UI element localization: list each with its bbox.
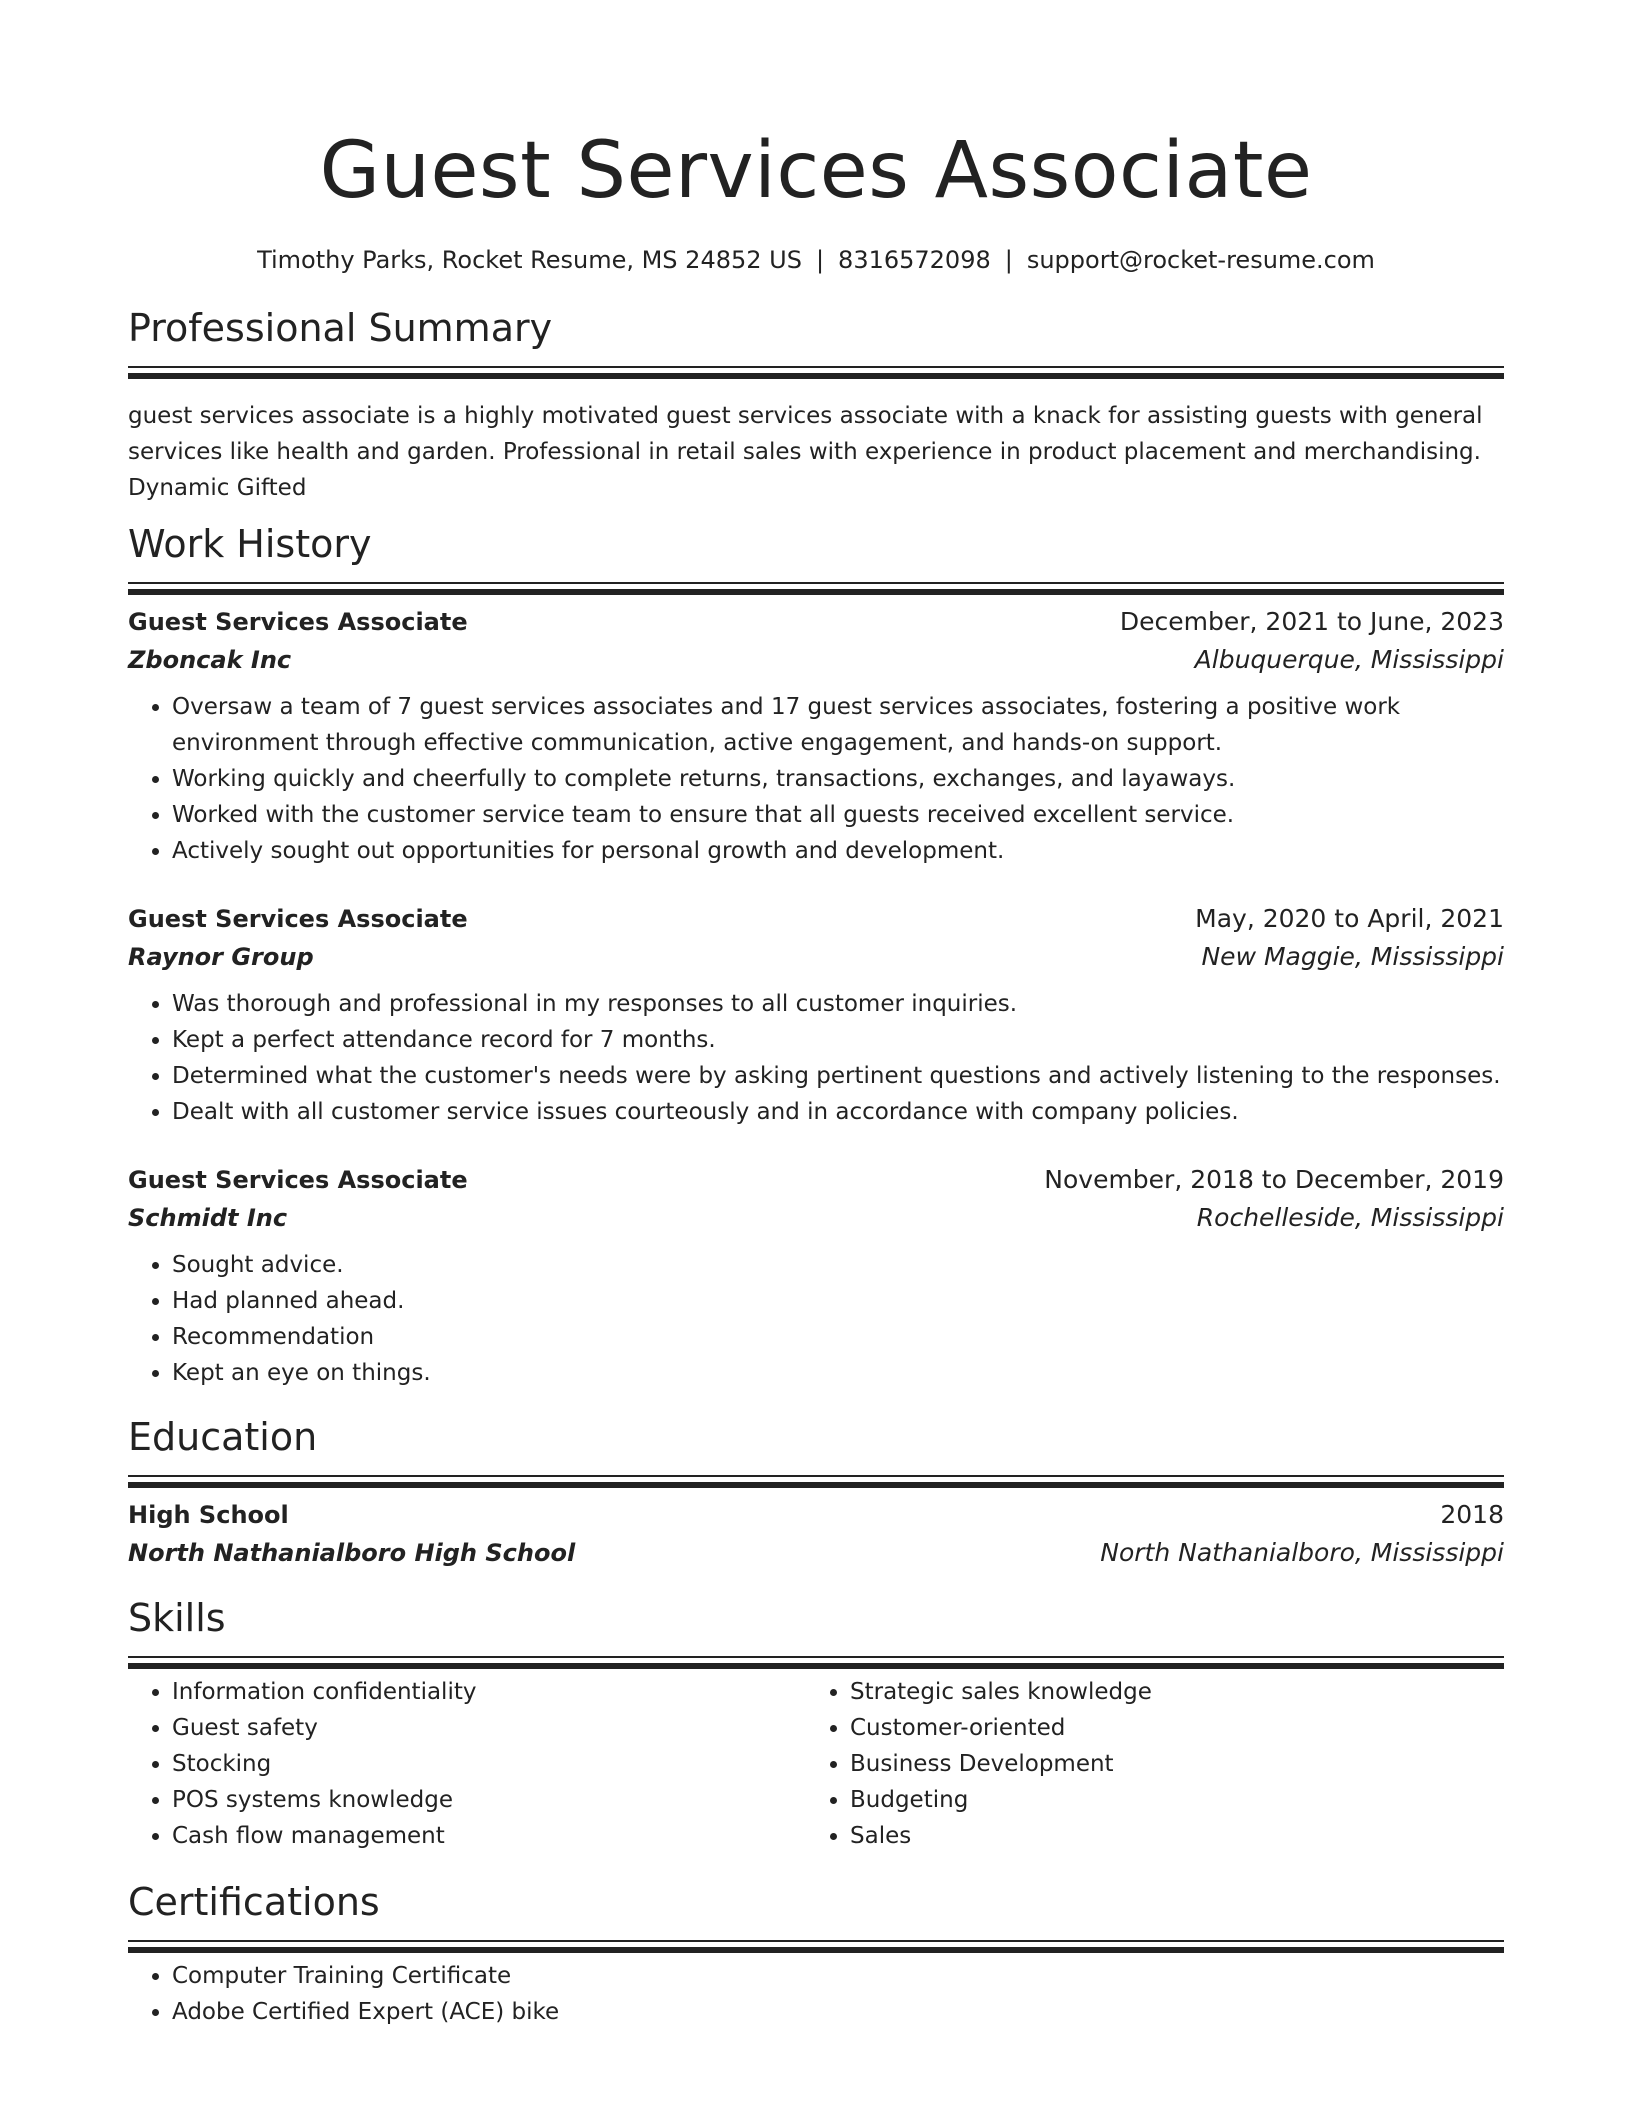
education-location: North Nathanialboro, Mississippi: [1100, 1538, 1504, 1567]
job-dates: December, 2021 to June, 2023: [1119, 607, 1504, 636]
skills-column-right: [806, 1674, 1484, 1854]
job-company: Raynor Group: [128, 943, 314, 971]
skill-item: • Strategic sales knowledge: [850, 1674, 1484, 1710]
skill-item: • Cash flow management: [172, 1818, 806, 1854]
skill-item: • Sales: [850, 1818, 1484, 1854]
job-bullets: [128, 1247, 1504, 1391]
job-company: Schmidt Inc: [128, 1204, 288, 1232]
job-location: New Maggie, Mississippi: [1201, 942, 1504, 971]
job-bullets: [128, 986, 1504, 1130]
education-year: 2018: [1440, 1500, 1504, 1529]
job-dates: May, 2020 to April, 2021: [1195, 904, 1504, 933]
work-history-section: [128, 520, 1504, 1391]
education-entry: [128, 1496, 1504, 1572]
section-divider: [128, 1656, 1504, 1658]
section-divider: [128, 1940, 1504, 1942]
job-company: Zboncak Inc: [128, 646, 292, 674]
education-section: [128, 1413, 1504, 1572]
contact-line: [128, 244, 1504, 276]
education-degree: High School: [128, 1501, 289, 1529]
skills-list: [128, 1674, 806, 1854]
skill-item: • Information confidentiality: [172, 1674, 806, 1710]
list-item: • Dealt with all customer service issues courteously and in accordance with company policies.: [172, 1094, 1504, 1130]
skill-item: • POS systems knowledge: [172, 1782, 806, 1818]
job-dates: November, 2018 to December, 2019: [1044, 1165, 1504, 1194]
list-item: • Kept a perfect attendance record for 7 months.: [172, 1022, 1504, 1058]
certification-item: • Adobe Certified Expert (ACE) bike: [172, 1994, 1504, 2030]
skills-section: [128, 1594, 1504, 1854]
job-bullets: [128, 689, 1504, 869]
education-school: North Nathanialboro High School: [128, 1539, 576, 1567]
list-item: • Oversaw a team of 7 guest services associates and 17 guest services associates, fostering a positive work environment through effective communication, active engagement, and hands-on support.: [172, 689, 1504, 761]
certifications-heading: Certifications: [128, 1880, 380, 1924]
resume-title: Guest Services Associate: [319, 126, 1313, 216]
job-title: Guest Services Associate: [128, 608, 468, 636]
list-item: • Was thorough and professional in my responses to all customer inquiries.: [172, 986, 1504, 1022]
job-entry: [128, 900, 1504, 1130]
skill-item: • Budgeting: [850, 1782, 1484, 1818]
skills-columns: [128, 1674, 1504, 1854]
section-divider: [128, 582, 1504, 584]
skill-item: • Business Development: [850, 1746, 1484, 1782]
certification-item: • Computer Training Certificate: [172, 1958, 1504, 1994]
contact-phone: 8316572098: [838, 246, 991, 274]
section-divider: [128, 366, 1504, 368]
section-divider: [128, 1475, 1504, 1477]
contact-email: support@rocket-resume.com: [1026, 246, 1375, 274]
contact-address: Timothy Parks, Rocket Resume, MS 24852 US: [257, 246, 802, 274]
job-location: Albuquerque, Mississippi: [1194, 645, 1504, 674]
summary-heading: Professional Summary: [128, 306, 553, 350]
contact-separator: |: [1004, 246, 1013, 274]
skill-item: • Stocking: [172, 1746, 806, 1782]
education-heading: Education: [128, 1415, 318, 1459]
skills-column-left: [128, 1674, 806, 1854]
job-title: Guest Services Associate: [128, 905, 468, 933]
list-item: • Determined what the customer's needs were by asking pertinent questions and actively listening to the responses.: [172, 1058, 1504, 1094]
job-location: Rochelleside, Mississippi: [1196, 1203, 1504, 1232]
job-entry: [128, 603, 1504, 869]
list-item: • Sought advice.: [172, 1247, 1504, 1283]
list-item: • Worked with the customer service team to ensure that all guests received excellent service.: [172, 797, 1504, 833]
summary-section: [128, 304, 1504, 506]
skills-heading: Skills: [128, 1596, 226, 1640]
skill-item: • Customer-oriented: [850, 1710, 1484, 1746]
certifications-list: [128, 1958, 1504, 2030]
job-title: Guest Services Associate: [128, 1166, 468, 1194]
job-entry: [128, 1161, 1504, 1391]
list-item: • Kept an eye on things.: [172, 1355, 1504, 1391]
skills-list: [806, 1674, 1484, 1854]
contact-separator: |: [815, 246, 825, 274]
resume-page: [128, 0, 1504, 2030]
certifications-section: [128, 1878, 1504, 2030]
skill-item: • Guest safety: [172, 1710, 806, 1746]
summary-text: guest services associate is a highly motivated guest services associate with a knack for assisting guests with general services like health and garden. Professional in retail sales with experience in product placement and merchandising. Dynamic Gifted: [128, 403, 1483, 501]
list-item: • Working quickly and cheerfully to complete returns, transactions, exchanges, and layaways.: [172, 761, 1504, 797]
list-item: • Had planned ahead.: [172, 1283, 1504, 1319]
work-history-heading: Work History: [128, 522, 372, 566]
list-item: • Recommendation: [172, 1319, 1504, 1355]
list-item: • Actively sought out opportunities for personal growth and development.: [172, 833, 1504, 869]
